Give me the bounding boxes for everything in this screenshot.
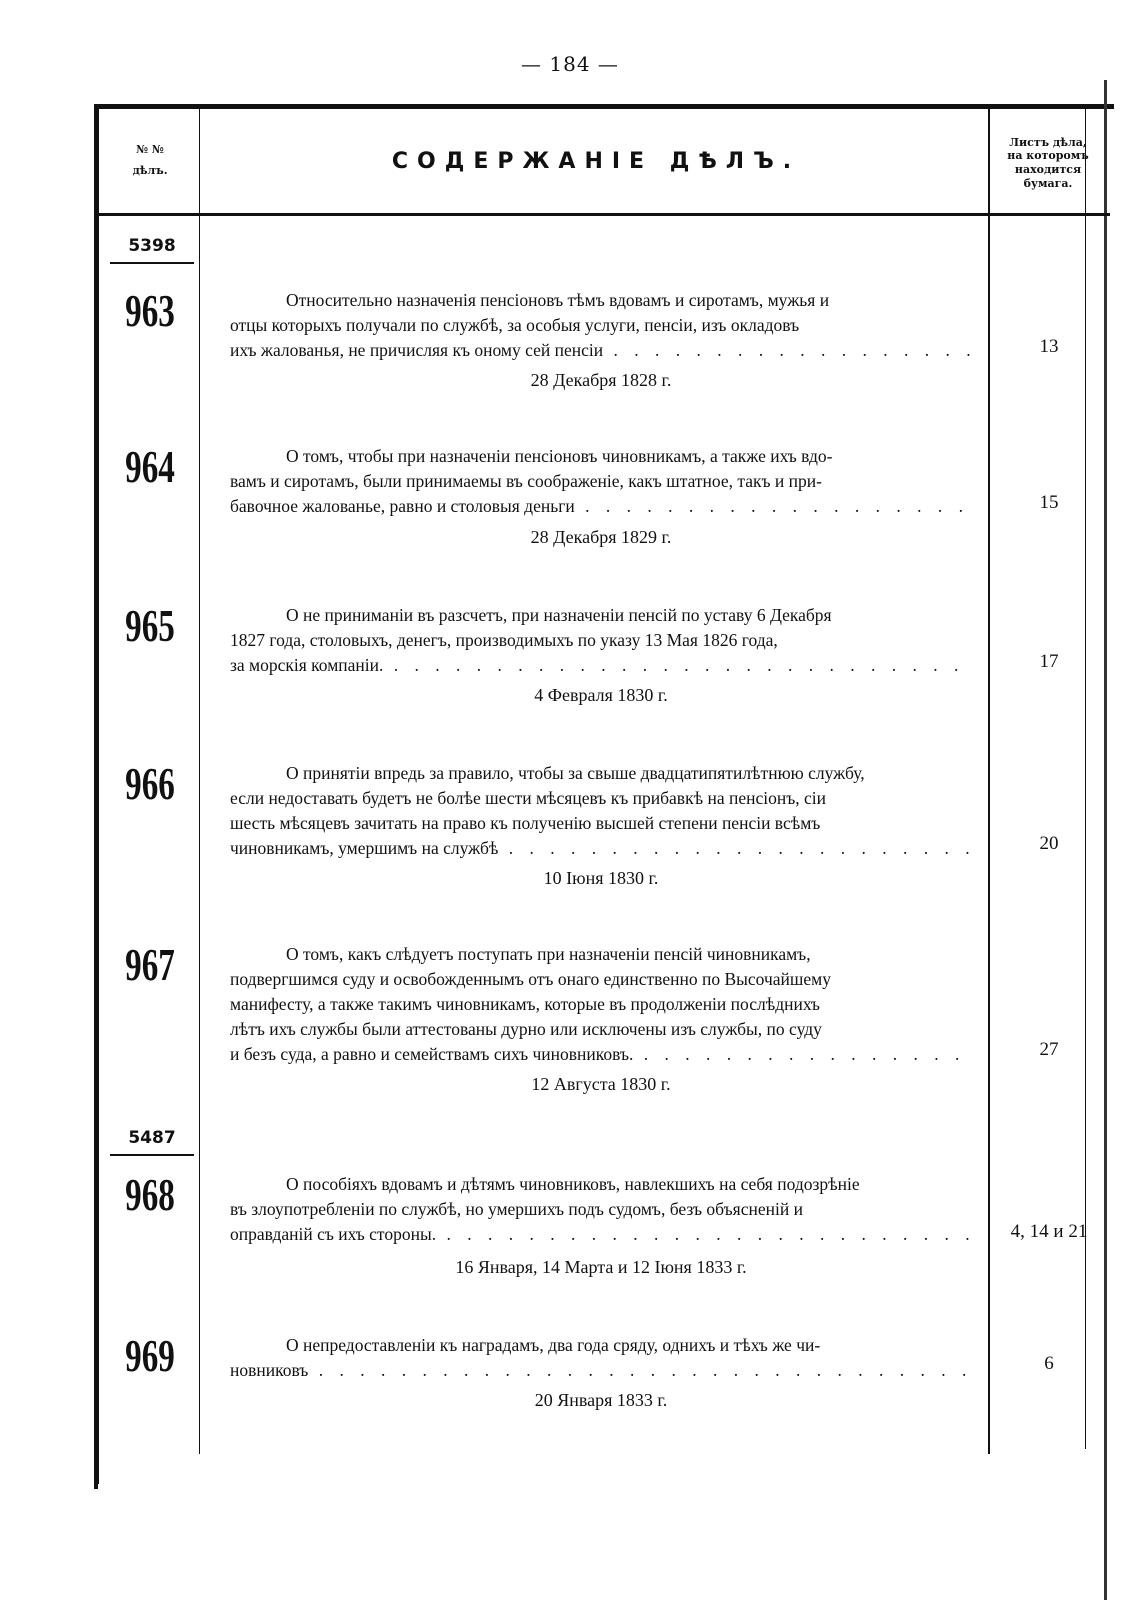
case-date: 28 Декабря 1828 г. — [530, 370, 672, 390]
case-date: 4 Февраля 1830 г. — [534, 685, 668, 705]
case-text-line: новниковъ . . . — [230, 1358, 972, 1383]
case-description — [230, 288, 972, 363]
case-date: 10 Іюня 1830 г. — [543, 868, 659, 888]
case-text-line: О пособіяхъ вдовамъ и дѣтямъ чиновниковъ, навлекшихъ на себя подозрѣніе — [286, 1174, 860, 1194]
sheet-column-header-line3: находится — [1014, 163, 1082, 176]
case-text-line: если недоставать будетъ не болѣе шести мѣсяцевъ къ прибавкѣ на пенсіонъ, сіи — [230, 788, 826, 808]
page-number: — 184 — — [521, 52, 619, 76]
case-text-line: О принятіи впредь за правило, чтобы за свыше двадцатипятилѣтнюю службу, — [286, 763, 865, 783]
case-text-line: О не принимaніи въ разсчетъ, при назначеніи пенсій по уставу 6 Декабря — [286, 605, 832, 625]
case-text-line: манифесту, а также такимъ чиновникамъ, которые въ продолженіи послѣднихъ — [230, 994, 820, 1014]
sheet-column-rule — [988, 109, 990, 1454]
number-column-header-line1: № № — [136, 143, 164, 157]
case-text-line: подвергшимся суду и освобожденнымъ отъ онаго единственно по Высочайшему — [230, 969, 831, 989]
sheet-column-header-line2: на которомъ — [1007, 149, 1089, 163]
case-description — [230, 1172, 972, 1247]
num-column-rule — [199, 109, 200, 1454]
case-text-line: шесть мѣсяцевъ зачитать на право къ полученію высшей степени пенсіи всѣмъ — [230, 813, 821, 833]
case-text-line: въ злоупотребленіи по службѣ, но умершихъ подъ судомъ, безъ объясненій и — [230, 1199, 803, 1219]
case-description — [230, 1333, 972, 1383]
case-text-line: оправданій съ ихъ стороны. . . . — [230, 1222, 972, 1247]
case-description — [230, 761, 972, 861]
document-number-underline — [110, 262, 194, 264]
case-date: 20 Января 1833 г. — [534, 1390, 668, 1410]
case-text-line: лѣтъ ихъ службы были аттестованы дурно или исключены изъ службы, по суду — [230, 1019, 822, 1039]
case-text-line: О томъ, какъ слѣдуетъ поступать при назначеніи пенсій чиновникамъ, — [286, 944, 811, 964]
sheet-column-header — [993, 115, 1103, 211]
case-date: 28 Декабря 1829 г. — [530, 527, 672, 547]
case-text-line: вамъ и сиротамъ, были принимаемы въ соображеніе, какъ штатное, такъ и при- — [230, 471, 822, 491]
sheet-column-header-line4: бумага. — [1023, 176, 1073, 190]
case-number: 964 — [125, 441, 175, 492]
left-inner-rule — [98, 109, 99, 1484]
case-description — [230, 603, 972, 678]
case-text-line: и безъ суда, а равно и семействамъ сихъ чиновниковъ. . . . — [230, 1042, 972, 1067]
case-number: 966 — [125, 758, 175, 809]
sheet-number: 13 — [1039, 336, 1059, 357]
case-number: 963 — [125, 285, 175, 336]
contents-title: СОДЕРЖАНІЕ ДѢЛЪ. — [391, 148, 801, 174]
number-column-header-line2: дѣлъ. — [132, 164, 168, 177]
case-number: 967 — [125, 939, 175, 990]
document-number: 5398 — [128, 236, 176, 256]
case-text-line: ихъ жалованья, не причисляя къ оному сей пенсіи . . . — [230, 338, 972, 363]
sheet-number: 6 — [1044, 1353, 1054, 1374]
case-text-line: О непредоставленіи къ наградамъ, два года сряду, однихъ и тѣхъ же чи- — [286, 1335, 821, 1355]
document-number-underline — [110, 1154, 194, 1156]
sheet-number: 17 — [1039, 651, 1059, 672]
case-date: 16 Января, 14 Марта и 12 Іюня 1833 г. — [455, 1257, 747, 1277]
case-text-line: О томъ, чтобы при назначеніи пенсіоновъ чиновникамъ, а также ихъ вдо- — [286, 446, 833, 466]
case-number: 965 — [125, 600, 175, 651]
case-text-line: бавочное жалованье, равно и столовыя деньги . . . — [230, 494, 972, 519]
case-text-line: чиновникамъ, умершимъ на службѣ . . . — [230, 836, 972, 861]
document-number: 5487 — [128, 1128, 176, 1148]
right-outer-rule — [1085, 109, 1086, 1449]
sheet-column-header-line1: Листъ дѣла, — [1009, 135, 1087, 149]
case-number: 969 — [125, 1330, 175, 1381]
case-description — [230, 444, 972, 519]
sheet-number: 20 — [1039, 833, 1059, 854]
case-text-line: 1827 года, столовыхъ, денегъ, производимыхъ по указу 13 Мая 1826 года, — [230, 630, 778, 650]
case-text-line: отцы которыхъ получали по службѣ, за особыя услуги, пенсіи, изъ окладовъ — [230, 315, 800, 335]
sheet-number: 27 — [1039, 1039, 1059, 1060]
case-description — [230, 942, 972, 1067]
sheet-number: 4, 14 и 21 — [1010, 1221, 1088, 1242]
case-number: 968 — [125, 1169, 175, 1220]
case-text-line: Относительно назначенія пенсіоновъ тѣмъ вдовамъ и сиротамъ, мужья и — [286, 290, 830, 310]
case-date: 12 Августа 1830 г. — [531, 1074, 671, 1094]
case-text-line: за морскія компаніи. . . . — [230, 653, 972, 678]
number-column-header — [98, 109, 202, 213]
table-header — [98, 109, 1110, 216]
sheet-number: 15 — [1039, 492, 1059, 513]
